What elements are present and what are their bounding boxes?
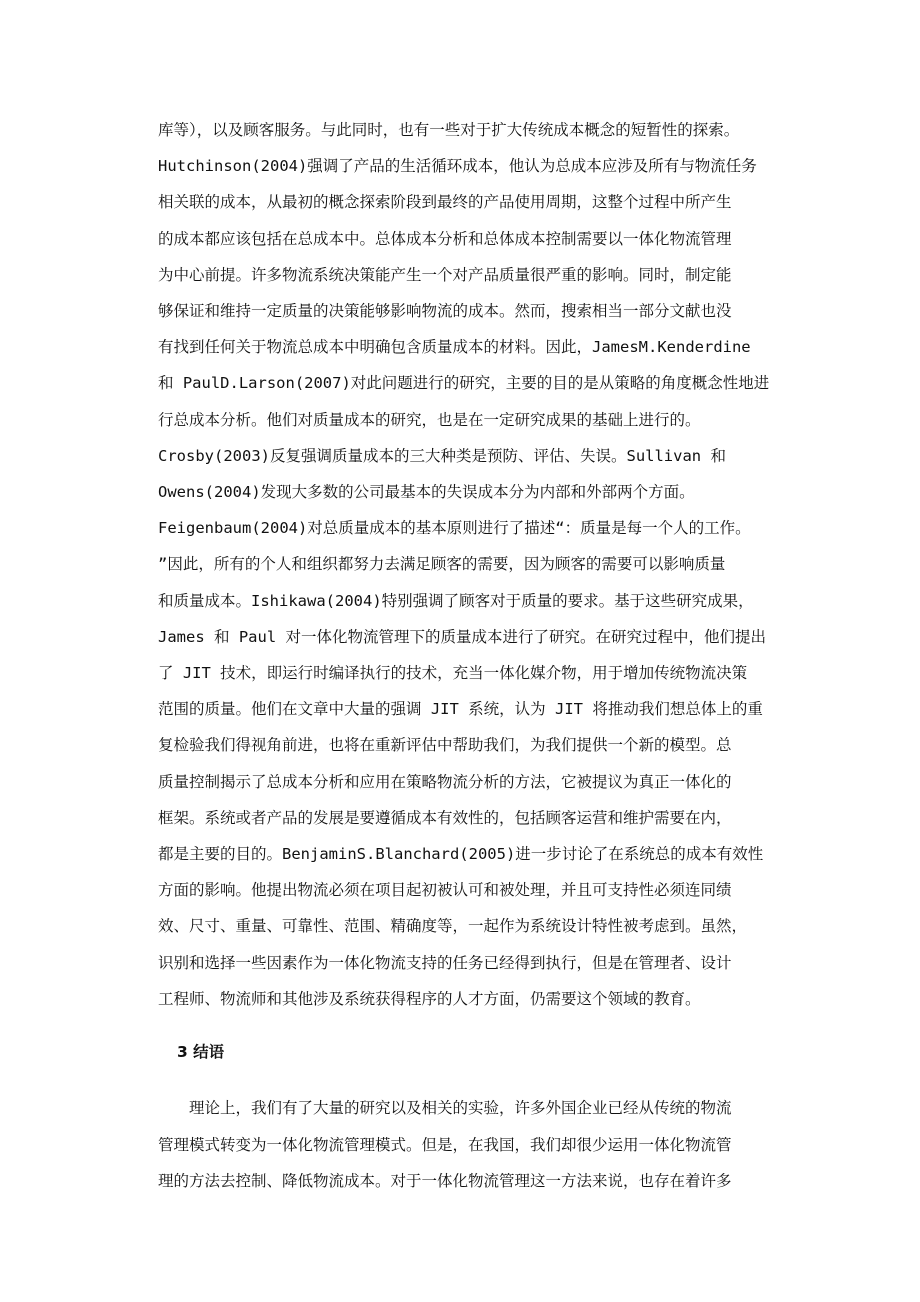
text-line: 质量控制揭示了总成本分析和应用在策略物流分析的方法，它被提议为真正一体化的 — [158, 773, 732, 791]
text-line: 相关联的成本，从最初的概念探索阶段到最终的产品使用周期，这整个过程中所产生 — [158, 193, 732, 211]
text-line: 范围的质量。他们在文章中大量的强调 JIT 系统，认为 JIT 将推动我们想总体上的重 — [158, 700, 763, 718]
text-line: 有找到任何关于物流总成本中明确包含质量成本的材料。因此，JamesM.Kenderdine — [158, 338, 751, 356]
text-line: James 和 Paul 对一体化物流管理下的质量成本进行了研究。在研究过程中，他们提出 — [158, 628, 766, 646]
text-line: Crosby(2003)反复强调质量成本的三大种类是预防、评估、失误。Sullivan 和 — [158, 447, 726, 465]
text-line: 框架。系统或者产品的发展是要遵循成本有效性的，包括顾客运营和维护需要在内， — [158, 809, 732, 827]
text-line: 效、尺寸、重量、可靠性、范围、精确度等，一起作为系统设计特性被考虑到。虽然， — [158, 917, 748, 935]
text-line: Owens(2004)发现大多数的公司最基本的失误成本分为内部和外部两个方面。 — [158, 483, 695, 501]
text-line: ”因此，所有的个人和组织都努力去满足顾客的需要，因为顾客的需要可以影响质量 — [158, 555, 726, 573]
text-line: 够保证和维持一定质量的决策能够影响物流的成本。然而，搜索相当一部分文献也没 — [158, 302, 732, 320]
text-line: 理论上，我们有了大量的研究以及相关的实验，许多外国企业已经从传统的物流 — [158, 1099, 732, 1117]
text-line: 库等），以及顾客服务。与此同时，也有一些对于扩大传统成本概念的短暂性的探索。 — [158, 121, 740, 139]
section-heading: 3 结语 — [177, 1043, 225, 1061]
text-line: 都是主要的目的。BenjaminS.Blanchard(2005)进一步讨论了在系统总的成本有效性 — [158, 845, 764, 863]
text-line: Feigenbaum(2004)对总质量成本的基本原则进行了描述“：质量是每一个人的工作。 — [158, 519, 751, 537]
text-line: 为中心前提。许多物流系统决策能产生一个对产品质量很严重的影响。同时，制定能 — [158, 266, 732, 284]
text-line: 识别和选择一些因素作为一体化物流支持的任务已经得到执行，但是在管理者、设计 — [158, 954, 732, 972]
text-line: 管理模式转变为一体化物流管理模式。但是，在我国，我们却很少运用一体化物流管 — [158, 1136, 732, 1154]
text-line: 和质量成本。Ishikawa(2004)特别强调了顾客对于质量的要求。基于这些研究成果， — [158, 592, 754, 610]
text-line: 的成本都应该包括在总成本中。总体成本分析和总体成本控制需要以一体化物流管理 — [158, 230, 732, 248]
text-line: 了 JIT 技术，即运行时编译执行的技术，充当一体化媒介物，用于增加传统物流决策 — [158, 664, 748, 682]
text-line: 和 PaulD.Larson(2007)对此问题进行的研究，主要的目的是从策略的角度概念性地进 — [158, 374, 770, 392]
text-line: 理的方法去控制、降低物流成本。对于一体化物流管理这一方法来说，也存在着许多 — [158, 1172, 732, 1190]
text-line: Hutchinson(2004)强调了产品的生活循环成本，他认为总成本应涉及所有与物流任务 — [158, 157, 757, 175]
text-line: 行总成本分析。他们对质量成本的研究，也是在一定研究成果的基础上进行的。 — [158, 411, 701, 429]
text-line: 复检验我们得视角前进，也将在重新评估中帮助我们，为我们提供一个新的模型。总 — [158, 736, 732, 754]
text-line: 工程师、物流师和其他涉及系统获得程序的人才方面，仍需要这个领域的教育。 — [158, 990, 701, 1008]
text-line: 方面的影响。他提出物流必须在项目起初被认可和被处理，并且可支持性必须连同绩 — [158, 881, 732, 899]
